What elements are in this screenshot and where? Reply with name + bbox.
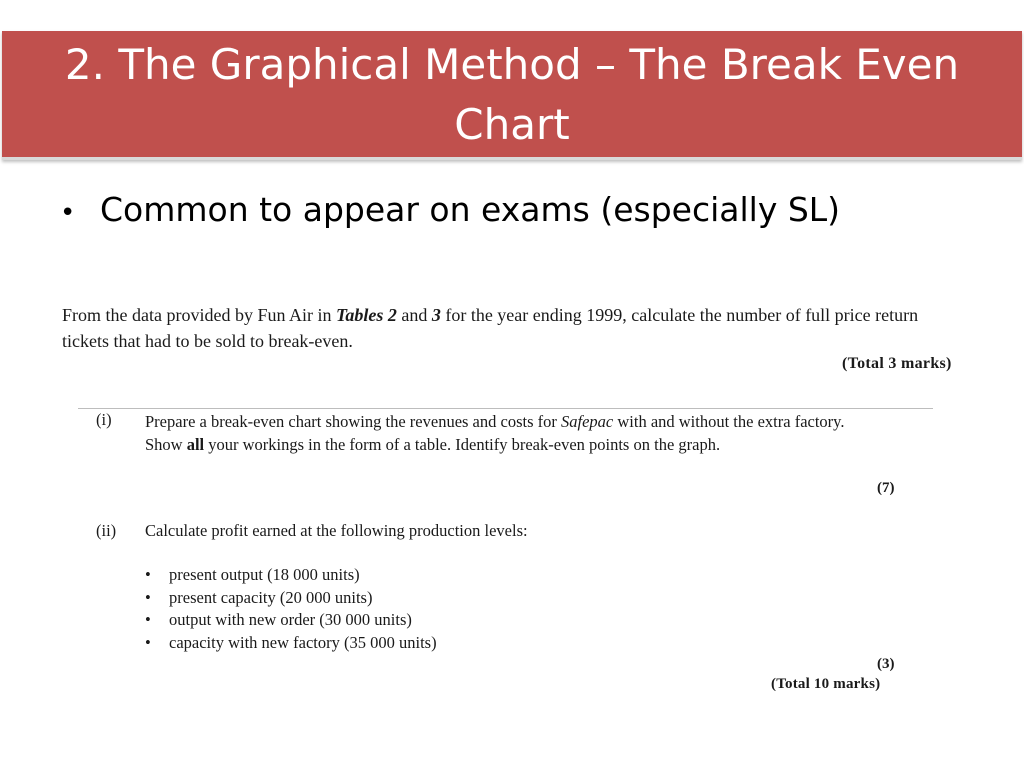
list-item-text: present capacity (20 000 units): [169, 587, 373, 607]
slide-title-line-2: Chart: [454, 100, 570, 149]
q1-tables-word: Tables 2: [335, 305, 397, 325]
q1-text-part1: From the data provided by Fun Air in: [62, 305, 336, 325]
qii-marks: (3): [877, 656, 895, 672]
exam-question-1: [62, 302, 932, 354]
qi-number: (i): [96, 410, 112, 429]
qi-text-part1: Prepare a break-even chart showing the revenues and costs for: [145, 412, 561, 431]
qi-text-part3: your workings in the form of a table. Identify break-even points on the graph.: [204, 435, 721, 454]
bullet-icon: •: [145, 565, 151, 584]
list-item-text: capacity with new factory (35 000 units): [169, 632, 437, 652]
slide-bullet: [60, 190, 840, 229]
qii-item-list: [145, 564, 437, 654]
q1-total-marks: (Total 3 marks): [842, 355, 952, 372]
slide-title-line-1: 2. The Graphical Method – The Break Even: [64, 40, 960, 89]
q1-and-word: and: [396, 305, 432, 325]
qii-total-marks: (Total 10 marks): [771, 676, 881, 692]
list-item: [145, 632, 437, 655]
q1-text-part2: for the year ending 1999, calculate the number of full price return tickets that had to be sold to break-even.: [62, 305, 919, 351]
qi-text: [145, 410, 845, 456]
bullet-icon: •: [60, 198, 76, 228]
qii-number: (ii): [96, 521, 117, 540]
q1-three-word: 3: [431, 305, 441, 325]
slide-bullet-text: Common to appear on exams (especially SL): [100, 190, 841, 229]
qi-all-word: all: [186, 435, 205, 454]
bullet-icon: •: [145, 610, 151, 629]
section-divider: [78, 408, 933, 409]
bullet-icon: •: [145, 587, 151, 607]
list-item: [145, 564, 437, 587]
slide-title-bar: [2, 31, 1022, 160]
slide-title: [2, 35, 1022, 155]
qii-text: Calculate profit earned at the following production levels:: [145, 521, 528, 540]
list-item-text: output with new order (30 000 units): [169, 610, 412, 629]
qi-text-part2: with and without the extra factory. Show: [145, 412, 845, 454]
list-item: [145, 609, 437, 632]
bullet-icon: •: [145, 632, 151, 652]
qi-marks: (7): [877, 480, 895, 496]
list-item: [145, 587, 437, 610]
list-item-text: present output (18 000 units): [169, 565, 360, 584]
qi-company: Safepac: [561, 412, 614, 431]
